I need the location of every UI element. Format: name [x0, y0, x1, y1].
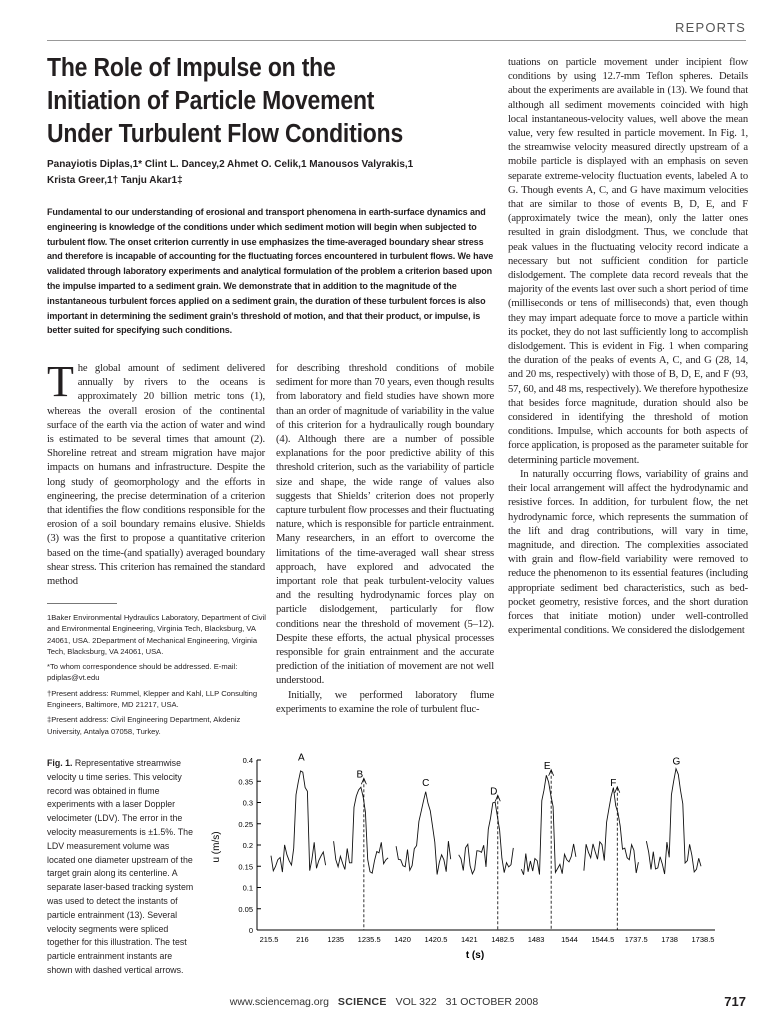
- x-tick-label: 1738: [661, 935, 678, 944]
- y-axis-label: u (m/s): [211, 831, 222, 863]
- y-tick-label: 0.3: [242, 798, 253, 808]
- figure-caption: [47, 757, 197, 978]
- body-paragraph: for describing threshold conditions of mobile sediment for more than 70 years, even though results from laboratory and field studies have shown more than an order of magnitude of variability in the value of this criterion for a hydraulically rough boundary (4). Although there are a number of possible explanations for the poor predictive ability of this threshold criterion, such as the variability of particle size and shape, the wide range of values also suggests that Shields’ criterion does not properly capture turbulent flow processes and their fluctuating nature, which is responsible for particle entrainment. Many researchers, in an effort to overcome the limitations of the time-averaged wall shear stress approach, have explored and advocated the important role that peak turbulent-velocity values and the resulting hydrodynamic forces play on particle dislodgement, particularly for flow conditions near the threshold of movement (5–12). Despite these efforts, the actual physical processes responsible for grain entrainment and the accurate prediction of the initiation of movement are not well understood.: [276, 363, 494, 687]
- body-column-2: [276, 362, 494, 717]
- event-label: F: [610, 777, 617, 789]
- x-tick-label: 215.5: [259, 935, 279, 944]
- velocity-time-series-chart: [205, 752, 725, 967]
- footnotes: [47, 612, 267, 741]
- footer-journal: SCIENCE: [337, 996, 387, 1008]
- page-number: 717: [724, 994, 746, 1009]
- y-tick-label: 0.1: [242, 883, 253, 893]
- x-tick-label: 216: [296, 935, 309, 944]
- velocity-series-segment: [271, 771, 326, 872]
- event-label: A: [297, 752, 305, 764]
- x-tick-label: 1482.5: [491, 935, 515, 944]
- author-line-1: Panayiotis Diplas,1* Clint L. Dancey,2 Ahmet O. Celik,1 Manousos Valyrakis,1: [47, 159, 414, 170]
- y-tick-label: 0.25: [238, 819, 253, 829]
- correspondence: *To whom correspondence should be addressed. E-mail: pdiplas@vt.edu: [47, 662, 238, 683]
- y-tick-label: 0.15: [238, 862, 253, 872]
- footer-volume: VOL 322: [395, 996, 437, 1008]
- author-line-2: Krista Greer,1† Tanju Akar1‡: [47, 174, 183, 186]
- body-paragraph: In naturally occurring flows, variability of grains and their local arrangement will affect the hydrodynamic and resistive forces. In addition, for turbulent flow, the net hydrodynamic force, which represents the summation of the lift and drag contributions, will vary in time, magnitude, and direction. The complexities associated with grain and flow-field variability were removed to reduce the phenomenon to its essential features (including appropriate sediment bed characteristics, such as bed-pocket geometry, resistive forces, and the short duration forces that initiate motion) under well-controlled experimental conditions. We considered the dislodgement: [508, 468, 748, 637]
- abstract: Fundamental to our understanding of erosional and transport phenomena in earth-surface dynamics and engineering is knowledge of the conditions under which sediment motion will begin when subjected to turbulent flow. The onset criterion currently in use emphasizes the time-averaged boundary shear stress and therefore is incapable of accounting for the fluctuating forces encountered in turbulent flows. We have validated through laboratory experiments and analytical formulation of the problem a criterion based upon the impulse imparted to a sediment grain. We demonstrate that in addition to the magnitude of the instantaneous turbulent forces applied on a sediment grain, the duration of these turbulent forces is also important in determining the sediment grain’s threshold of motion, and that their product, or impulse, is better suited for specifying such conditions.: [47, 207, 494, 336]
- footer-date: 31 OCTOBER 2008: [445, 996, 539, 1008]
- section-label: REPORTS: [674, 20, 746, 35]
- figure-label: Fig. 1.: [47, 758, 73, 768]
- body-paragraph: Initially, we performed laboratory flume experiments to examine the role of turbulent fluc-: [276, 689, 494, 715]
- body-paragraph: he global amount of sediment delivered annually by rivers to the oceans is approximately 20 billion metric tons (1), whereas the overall erosion of the continental surface of the earth via the action of water and wind is estimated to be several times that amount (2). Shoreline retreat and stream migration have major impacts on humans and infrastructure. Despite the long study of geomorphology and the efforts in engineering, the precise determination of a criterion that identifies the flow conditions responsible for the erosion of a soil boundary remains elusive. Shields (3) was the first to propose a quantitative criterion based on the time-(and spatially) averaged boundary shear stress. This criterion has remained the standard method: [47, 363, 265, 588]
- present-address-2: ‡Present address: Civil Engineering Department, Akdeniz University, Antalya 07058, Turkey.: [47, 715, 241, 736]
- body-column-1: [47, 357, 265, 589]
- article-title: The Role of Impulse on the Initiation of Particle Movement Under Turbulent Flow Conditions: [47, 54, 404, 148]
- velocity-series-segment: [521, 775, 576, 874]
- x-tick-label: 1544: [561, 935, 578, 944]
- x-axis-label: t (s): [465, 950, 485, 961]
- velocity-series-segment: [584, 788, 639, 873]
- x-tick-label: 1738.5: [691, 935, 715, 944]
- y-tick-label: 0.35: [238, 777, 253, 787]
- footnote-divider: [47, 603, 117, 604]
- drop-cap: T: [47, 357, 74, 406]
- x-tick-label: 1420: [394, 935, 411, 944]
- x-tick-label: 1235: [327, 935, 345, 944]
- x-tick-label: 1421: [460, 935, 478, 944]
- event-label: D: [490, 786, 498, 798]
- event-label: G: [672, 756, 681, 768]
- event-label: B: [356, 769, 364, 781]
- x-tick-label: 1737.5: [624, 935, 648, 944]
- x-tick-label: 1544.5: [591, 935, 615, 944]
- y-tick-label: 0.4: [242, 756, 253, 765]
- footer-url: www.sciencemag.org: [229, 996, 329, 1008]
- body-paragraph: tuations on particle movement under incipient flow conditions by using 12.7-mm Teflon spheres. Details about the experiments are available in (13). We found that although all sediment movements coincided with high local instantaneous-velocity values, well above the mean value, very few resulted in particle movement. In Fig. 1, the streamwise velocity measured directly upstream of a mobile particle is displayed with an emphasis on seven separate extreme-velocity fluctuation events, labeled A to G. Though events A, C, and G have maximum velocities that are similar to those of events B, D, E, and F (approximately twice the mean), only the latter ones resulted in grain dislodgment. Thus, we conclude that peak values in the fluctuating velocity record indicate a necessary but not sufficient condition for particle dislodgement. The complete data record reveals that the majority of the events last over such a short period of time (milliseconds or tens of milliseconds) that, even though they may impart adequate force to move a particle within its pocket, they do not last sufficiently long to accomplish dislodgement. This is evident in Fig. 1 when comparing the duration of the peaks of events A, C, and G (28, 14, and 20 ms, respectively) with those of B, D, E, and F (93, 57, 60, and 48 ms, respectively). We therefore hypothesize that besides force magnitude, duration should also be considered in identifying the threshold of motion conditions. Impulse, which accounts for both aspects of force application, is proposed as the parameter suitable for determining particle movement.: [508, 57, 748, 466]
- present-address-1: †Present address: Rummel, Klepper and Kahl, LLP Consulting Engineers, Baltimore, MD 21217, USA.: [47, 688, 258, 710]
- event-label: C: [422, 777, 430, 789]
- affiliations: 1Baker Environmental Hydraulics Laboratory, Department of Civil and Environmental Engineering, Virginia Tech, Blacksburg, VA 24061, USA. 2Department of Mechanical Engineering, Virginia Tech, Blacksburg, VA 24061, USA.: [47, 613, 266, 656]
- x-tick-label: 1420.5: [424, 935, 448, 944]
- velocity-series-segment: [334, 787, 389, 873]
- header-divider: [47, 40, 746, 41]
- body-column-3: [508, 56, 748, 638]
- y-tick-label: 0.2: [242, 841, 253, 850]
- y-tick-label: 0: [248, 926, 253, 935]
- x-tick-label: 1235.5: [357, 935, 381, 944]
- author-list: [47, 157, 487, 188]
- figure-caption-text: Representative streamwise velocity u time series. This velocity record was obtained in flume experiments with a laser Doppler velocimeter (LDV). The error in the velocity measurements is ±1.5%. The LDV measurement volume was located one diameter upstream of the target grain along its centerline. A separate laser-based tracking system was used to detect the instants of particle entrainment (13). Several velocity segments were spliced together for this illustration. The test particle entrainment instants are shown with dashed vertical arrows.: [47, 758, 194, 975]
- page-footer: [0, 996, 768, 1008]
- event-label: E: [543, 760, 551, 772]
- y-tick-label: 0.05: [238, 904, 253, 914]
- velocity-series-segment: [396, 792, 451, 875]
- velocity-series-segment: [646, 769, 701, 874]
- velocity-series-segment: [459, 802, 514, 874]
- x-tick-label: 1483: [527, 935, 545, 944]
